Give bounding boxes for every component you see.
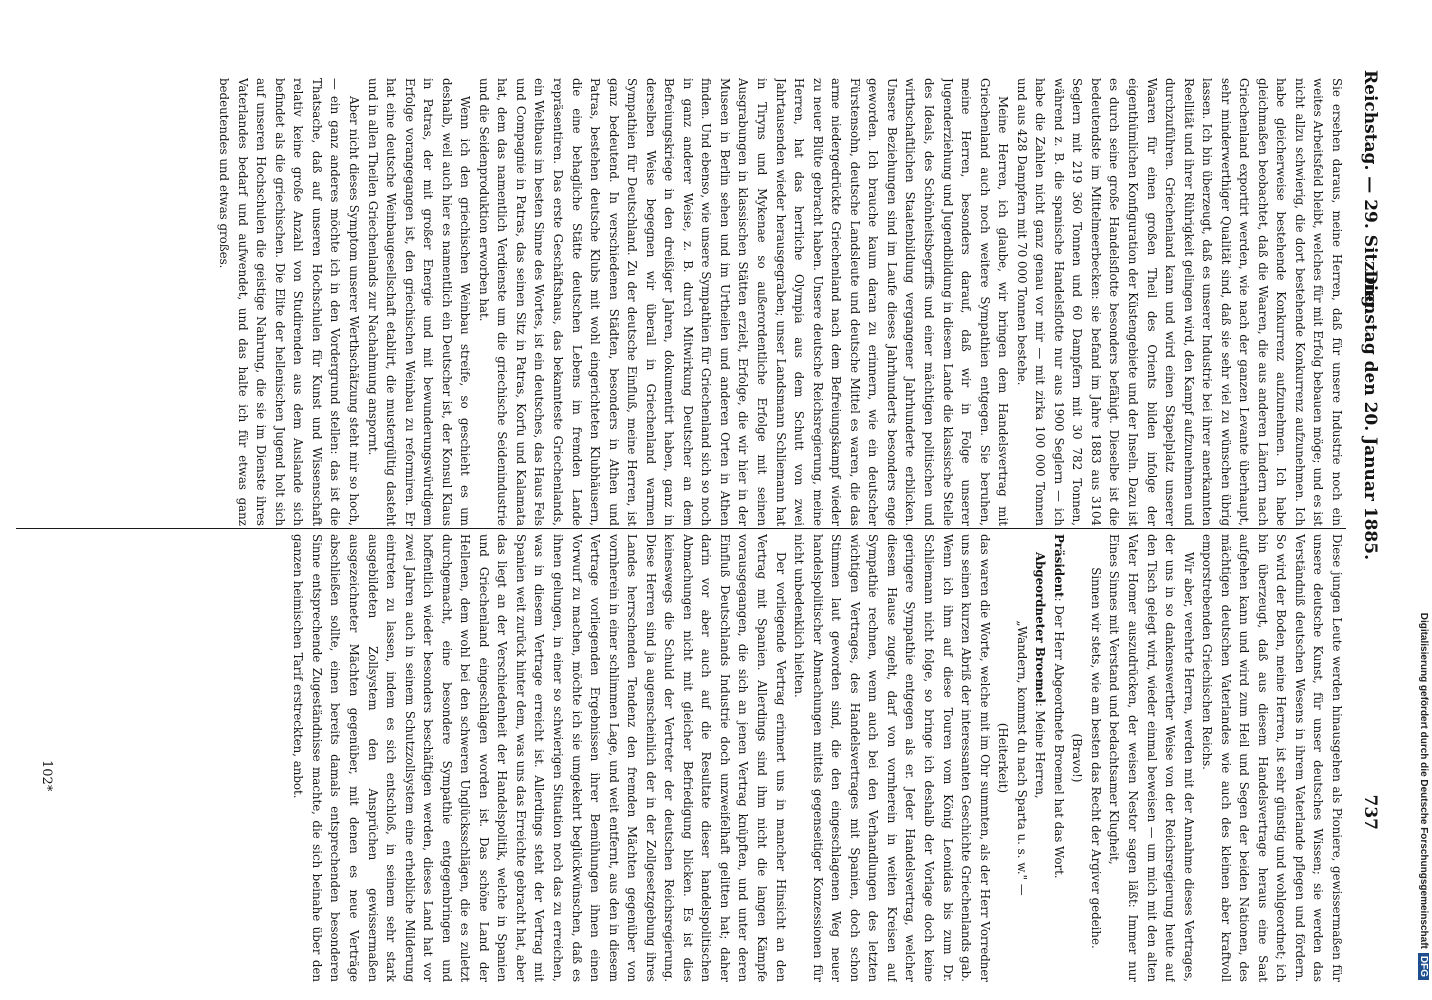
left-column (6, 78, 1346, 526)
paragraph: Wir aber, verehrte Herren, werden mit der Annahme dieses Vertrages, der uns in so dankenswerther Weise von der Reichsregierung heute auf den Tisch gelegt wird, wieder einmal beweisen — um mich mit den alten Vater Homer auszudrücken, der weisen Nestor sagen läßt: Immer nur Eines Sinnes mit Verstand und bedachtsamer Klugheit, (1107, 534, 1196, 982)
paragraph: Meine Herren, ich glaube, wir bringen dem Handelsvertrag mit Griechenland auch noch weitere Sympathien entgegen. Sie beruhen, meine Herren, besonders darauf, daß wir in Folge unserer Jugenderziehung und Jugendbildung in diesem Lande die klassische Stelle des Ideals, des Schönheitsbegriffs und einer mächtigen politischen und wirthschaftlichen Staatenbildung vergangener Jahrhunderte erblicken. Unsere Beziehungen sind im Laufe dieses Jahrhunderts besonders enge geworden. Ich brauche kaum daran zu erinnern, wie ein deutscher Fürstensohn, deutsche Landsleute und deutsche Mittel es waren, die das arme niedergedrückte Griechenland nach dem Befreiungskampf wieder zu neuer Blüte gebracht haben. Unsere deutsche Reichsregierung, meine Herren, hat das herrliche Olympia aus dem Schutt von zwei Jahrtausenden wieder herausgegraben; unser Landsmann Schliemann hat in Tiryns und Mykenae so außerordentliche Erfolge mit seinen Ausgrabungen in klassischen Stätten erzielt, Erfolge, die wir hier in der Museen in Berlin sehen und im Urtheilen und anderen Orten in Athen finden. Und ebenso, wie unsere Sympathien für Griechenland sich so noch in ganz anderer Weise, z. B. durch Mitwirkung Deutscher an dem Befreiungskriege in den dreißiger Jahren, dokumentirt haben, ganz in derselben Weise begegnen wir überall in Griechenland warmen Sympathien für Deutschland. Zu der deutsche Einfluß, meine Herren, ist ganz bedeutend. In verschiedenen Städten, besonders in Athen und Patras, bestehen deutsche Klubs mit wohl eingerichteten Klubhäusern, die eine behagliche Stätte deutschen Lebens im fremden Lande repräsentiren. Das erste Geschäftshaus, das bekannteste Griechenlands, ein Weltbaus im besten Sinne des Wortes, ist ein deutsches, das Haus Fels und Compagnie in Patras, das seinen Sitz in Patras, Korfu und Kalamata hat, dem das namentlich Verdienste um die griechische Seidenindustrie und die Seidenproduktion erworben hat. (476, 78, 1011, 526)
right-column (96, 534, 1346, 982)
laughter-note: (Heiterkeit) (996, 722, 1011, 794)
speaker-text: : Der Herr Abgeordnete Broemel hat das Wort. (1051, 597, 1066, 879)
column-divider (16, 528, 1346, 529)
quotation: „Wandern, kommst du nach Sparta u. s. w." — (1014, 620, 1029, 896)
sheet-signature: 102* (39, 760, 54, 792)
credit-line (1415, 40, 1429, 980)
credit-text: Digitalisierung gefördert durch die Deutsche Forschungsgemeinschaft (1418, 612, 1429, 949)
paragraph: Sie ersehen daraus, meine Herren, daß für unsere Industrie noch ein weites Arbeitsfeld bleibt, welches für mit Erfolg bebauen möge; und es ist nicht allzu schwierig, die dort bestehende Konkurrenz aufzunehmen. Ich habe gleicherweise bestehende Konkurrenz aufzunehmen. Ich habe gleichmaßen beobachtet, daß die Waaren, die aus anderen Ländern nach Griechenland exportirt werden, wie nach der ganzen Levante überhaupt, sehr minderwerthiger Qualität sind, daß sie sehr viel zu wünschen übrig lassen. Ich bin überzeugt, daß es unserer Industrie bei ihrer anerkannten Reellität und ihrer Rührigkeit gelingen wird, den Kampf aufzunehmen und durchzuführen. Griechenland kann und wird einen Stapelplatz unserer Waaren für einen großen Theil des Orients bilden infolge der eigenthümlichen Konfiguration der Küstengebiete und der Inseln. Dazu ist es durch seine große Handelsflotte besonders befähigt. Dieselbe ist die bedeutendste im Mittelmeerbecken: sie befand im Jahre 1883 aus 3104 Seglern mit 219 360 Tonnen und 60 Dampfern mit 30 782 Tonnen, während z. B. die spanische Handelsflotte nur aus 1900 Seglern — ich habe die Zahlen nicht ganz genau vor mir — mit zirka 100 000 Tonnen und aus 428 Dampfern mit 70 000 Tonnen bestehe. (1014, 78, 1344, 526)
paragraph: Wenn ich den griechischen Weinbau streife, so geschieht es um deshalb, weil auch hier es namentlich ein Deutscher ist, der Konsul Klaus in Patras, der mit großer Energie und mit bewunderungswürdigem Erfolge vorangegangen ist, den griechischen Weinbau zu reformiren. Er hat eine deutsche Weinbaugesellschaft etablirt, die mustergültig dasteht und in allen Theilen Griechenlands zur Nachahmung anspornt. (365, 78, 473, 526)
paragraph: Der vorliegende Vertrag erinnert uns in mancher Hinsicht an den Vertrag mit Spanien. Allerdings sind ihm nicht die langen Kämpfe vorausgegangen, die sich an jenen Vertrag knüpften, und unter deren Einfluß Deutschlands Industrie doch unzweifelhaft gelitten hat; daher darin vor aber auch auf die Resultate dieser handelspolitischen Abmachungen nicht mit gleicher Befriedigung blicken. Es ist dies keineswegs die Schuld der Vertreter der deutschen Reichsregierung. Diese Herren sind ja augenscheinlich der in der Zollgesetzgebung ihres Landes herrschenden Tendenz den fremden Mächten gegenüber von vornherein in einer schlimmen Lage, und weit entfernt, aus den in diesem Vertrage vorliegenden Ergebnissen ihrer Bemühungen ihnen einen Vorwurf zu machen, möchte ich sie umgekehrt beglückwünschen, daß es ihnen gelungen, in einer so schwierigen Situation noch das zu erreichen, was in diesem Vertrage erreicht ist. Allerdings steht der Vertrag mit Spanien weit zurück hinter dem, was uns das Erreichte gebracht hat, aber das liegt an der Verschiedenheit der Handelspolitik, welche in Spanien und Griechenland eingeschlagen worden ist. Das schöne Land der Hellenen, dem wohl bei den schweren Unglücksschlägen, die es zuletzt durchgemacht, eine besondere Sympathie entgegenbringen und hoffentlich wieder besonders beschäftigen werden, dieses Land hat vor zwei Jahren auch in seinem Schutzzollsystem eine erhebliche Milderung eintreten zu lassen, indem es sich entschloß, in seinem sehr stark ausgebildeten Zollsystem den Ansprüchen gewissermaßen ausgezeichneter Mächten gegenüber, mit denen es neue Verträge abschließen sollte, einen bereits damals entsprechenden besonderen Sinne entsprechende Zugeständnisse machte, die sich beinahe über den ganzen heimischen Tarif erstreckten, anbot. (291, 534, 788, 982)
digitization-credit (1415, 40, 1429, 980)
verse-line: Sinnen wir stets, wie am besten das Recht der Argiver gedeihe. (1088, 567, 1103, 949)
applause-note: (Bravo!) (1070, 733, 1085, 783)
header-date: Dienstag den 20. Januar 1885. (1360, 270, 1380, 560)
running-header (1356, 70, 1380, 830)
header-session: Reichstag. — 29. Sitzung. (1360, 70, 1380, 314)
speaker-announcement (1049, 534, 1068, 982)
paragraph: Aber nicht dieses Symptom unserer Werthschätzung steht mir so hoch, — ein ganz anderes möchte ich in den Vordergrund stellen: das ist die Thatsache, daß auf unseren Hochschulen für Kunst und Wissenschaft relativ keine große Anzahl von Studirenden aus dem Auslande sich befindet als die griechischen. Die Elite der hellenischen Jugend holt sich auf unseren Hochschulen die geistige Nahrung, die sie im Dienste ihres Vaterlandes bedarf und aufwendet, und das halte ich für etwas ganz bedeutendes und etwas großes. (217, 78, 362, 526)
dfg-logo: DFG (1418, 953, 1429, 980)
paragraph: Diese jungen Leute werden hinausgehen als Pioniere, gewissermaßen für unsere deutsche Kunst, für unser deutsches Wissen; sie werden das Verständniß deutschen Wesens in ihrem Vaterlande pflegen und fördern. So wird der Boden, meine Herren, ist sehr günstig und wohlgeordnet; ich bin überzeugt, daß aus diesem Handelsvertrage heraus eine Saat aufgehen kann und wird zum Heil und Segen der beiden Nationen, des mächtigen deutschen Vaterlandes wie auch des kleinen aber kraftvoll emporstrebenden Griechischen Reichs. (1200, 534, 1344, 982)
speaker-name: Abgeordneter Broemel (1033, 552, 1048, 703)
speaker-salutation: : Meine Herren, (1033, 702, 1048, 799)
speaker-label: Präsident (1051, 534, 1066, 598)
header-page-number: 737 (1360, 794, 1380, 830)
paragraph: das waren die Worte, welche mit im Ohr summten, als der Herr Vorredner uns seinen kurzen Abriß der interessanten Geschichte Griechenlands gab. Wenn ich ihm auf diese Touren vom König Leonidas bis zum Dr. Schliemann nicht folge, so bringe ich deshalb der Vorlage doch keine geringere Sympathie entgegen als er. Jeder Handelsvertrag, welcher diesem Hause zugeht, darf von vornherein in weiten Kreisen auf Sympathie rechnen, wenn auch bei den Verhandlungen des letzten wichtigen Vertrages, des Handelsvertrages mit Spanien, doch schon Stimmen laut geworden sind, die den eingeschlagenen Weg neuer handelspolitischer Abmachungen mittels gegenseitiger Konzessionen für nicht unbedenklich hielten. (792, 534, 992, 982)
speaker-opening (1031, 534, 1050, 982)
